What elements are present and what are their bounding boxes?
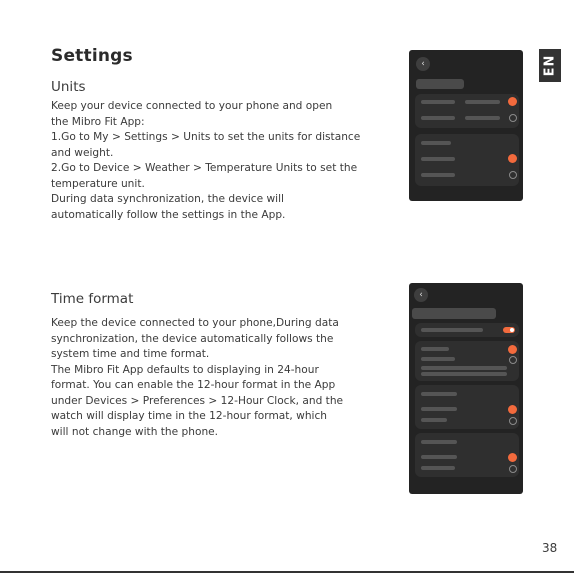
option-label-placeholder <box>421 157 455 161</box>
time-format-line: synchronization, the device automatically follows the <box>51 332 334 345</box>
section-label-placeholder <box>421 392 457 396</box>
page-title: Settings <box>51 46 133 66</box>
radio-selected-icon <box>509 98 516 105</box>
time-format-line: The Mibro Fit App defaults to displaying in 24-hour <box>51 363 319 376</box>
back-icon: ‹ <box>416 57 430 71</box>
option-label-placeholder <box>421 100 455 104</box>
units-line: and weight. <box>51 146 114 159</box>
language-tab <box>539 49 561 82</box>
settings-card <box>415 385 519 429</box>
option-label-placeholder <box>421 418 447 422</box>
radio-selected-icon <box>509 454 516 461</box>
radio-unselected-icon <box>509 114 517 122</box>
settings-card <box>415 134 519 186</box>
settings-card <box>415 341 519 381</box>
time-format-line: format. You can enable the 12-hour format in the App <box>51 379 336 391</box>
time-format-line: watch will display time in the 12-hour format, which <box>51 410 328 422</box>
option-label-placeholder <box>421 173 455 177</box>
units-line: the Mibro Fit App: <box>51 115 145 128</box>
time-format-line: under Devices > Preferences > 12-Hour Clock, and the <box>51 394 344 407</box>
units-line: temperature unit. <box>51 177 145 190</box>
option-label-placeholder <box>421 466 455 470</box>
units-app-screenshot <box>409 50 523 201</box>
units-heading: Units <box>51 79 86 95</box>
description-placeholder <box>421 372 507 376</box>
time-format-line: Keep the device connected to your phone,During data <box>51 317 339 329</box>
option-label-placeholder <box>421 455 457 459</box>
option-label-placeholder <box>421 116 455 120</box>
language-tab-label: EN <box>542 54 558 77</box>
time-format-line: system time and time format. <box>51 348 210 360</box>
settings-card <box>415 433 519 477</box>
units-line: 2.Go to Device > Weather > Temperature Units to set the <box>51 162 358 174</box>
option-label-placeholder <box>421 407 457 411</box>
section-label-placeholder <box>421 440 457 444</box>
option-label-placeholder <box>465 116 500 120</box>
radio-selected-icon <box>509 346 516 353</box>
bottom-divider <box>0 571 574 573</box>
clock-toggle-card <box>415 323 519 337</box>
radio-selected-icon <box>509 406 516 413</box>
radio-unselected-icon <box>509 171 517 179</box>
units-line: During data synchronization, the device will <box>51 193 285 205</box>
units-paragraph <box>51 99 361 223</box>
option-label-placeholder <box>421 328 483 332</box>
toggle-on-icon <box>503 327 515 333</box>
units-line: 1.Go to My > Settings > Units to set the units for distance <box>51 131 361 143</box>
back-icon: ‹ <box>414 288 428 302</box>
time-format-paragraph <box>51 316 351 440</box>
option-label-placeholder <box>465 100 500 104</box>
time-format-line: will not change with the phone. <box>51 425 219 438</box>
units-line: Keep your device connected to your phone and open <box>51 100 333 112</box>
page-number: 38 <box>542 541 558 555</box>
screen-title-placeholder <box>416 79 464 89</box>
screen-title-placeholder <box>412 308 496 319</box>
radio-selected-icon <box>509 155 516 162</box>
radio-unselected-icon <box>509 356 517 364</box>
time-format-heading: Time format <box>51 291 134 307</box>
option-label-placeholder <box>421 347 449 351</box>
time-format-app-screenshot <box>409 283 523 494</box>
settings-card <box>415 94 519 128</box>
option-label-placeholder <box>421 357 455 361</box>
units-line: automatically follow the settings in the App. <box>51 208 286 221</box>
radio-unselected-icon <box>509 465 517 473</box>
section-label-placeholder <box>421 141 451 145</box>
description-placeholder <box>421 366 507 370</box>
radio-unselected-icon <box>509 417 517 425</box>
